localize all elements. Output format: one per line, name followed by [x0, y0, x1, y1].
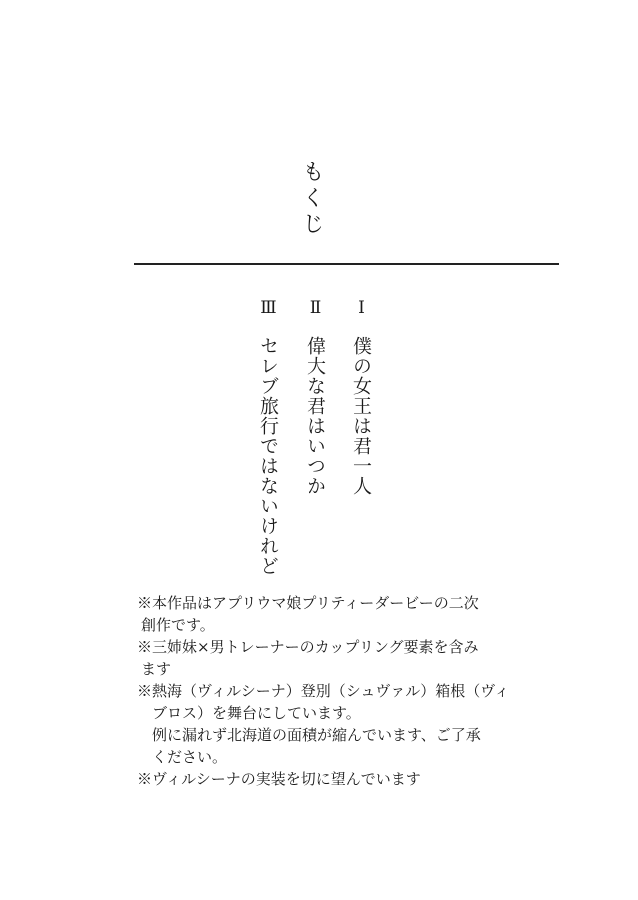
note-line: ※熱海（ヴィルシーナ）登別（シュヴァル）箱根（ヴィ [137, 682, 510, 700]
note-line: ※三姉妹×男トレーナーのカップリング要素を含み [137, 638, 479, 656]
note-line: ください。 [152, 748, 228, 766]
note-item [137, 680, 510, 768]
note-item [137, 636, 507, 680]
note-line: 創作です。 [141, 616, 215, 634]
divider-line [134, 263, 559, 265]
note-item [137, 768, 507, 790]
toc-label: セレブ旅行ではないけれど [257, 336, 279, 576]
toc-number: Ⅰ [358, 298, 364, 318]
note-line: ※本作品はアプリウマ娘プリティーダービーの二次 [137, 594, 479, 612]
toc-number: Ⅲ [260, 298, 276, 318]
toc-number: Ⅱ [309, 298, 321, 318]
page-title: もくじ [299, 160, 324, 238]
note-line: ※ヴィルシーナの実装を切に望んでいます [137, 770, 421, 788]
note-item [137, 592, 507, 636]
toc-item-2 [301, 294, 329, 496]
toc-label: 偉大な君はいつか [304, 336, 326, 496]
note-line: 例に漏れず北海道の面積が縮んでいます、ご了承 [152, 726, 481, 744]
note-line: ます [141, 660, 172, 678]
notes-list [137, 592, 510, 790]
note-line: ブロス）を舞台にしています。 [152, 704, 361, 722]
toc-item-3 [254, 294, 282, 576]
toc-label: 僕の女王は君一人 [350, 336, 372, 496]
toc-item-1 [347, 294, 375, 496]
